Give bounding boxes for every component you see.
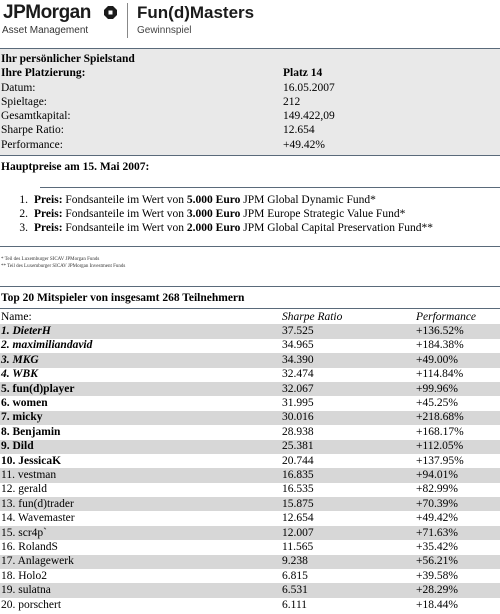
- stat-label-date: Datum:: [1, 82, 36, 94]
- sharpe-ratio-cell: 15.875: [281, 497, 415, 511]
- leaderboard-title-rule: [0, 308, 500, 309]
- table-row: [0, 468, 500, 482]
- player-name: 14. Wavemaster: [1, 512, 75, 525]
- prize-fund: JPM Europe Strategic Value Fund*: [240, 208, 406, 220]
- prize-label: Preis:: [34, 208, 63, 220]
- table-row: [0, 440, 500, 454]
- table-row: [0, 483, 500, 497]
- sharpe-ratio-cell: 28.938: [282, 425, 314, 438]
- player-name: 5. fun(d)player: [0, 382, 281, 396]
- footnote: * Teil des Luxemburger SICAV JPMorgan Funds: [1, 257, 100, 262]
- player-name: 17. Anlagewerk: [0, 555, 281, 569]
- table-row: [0, 583, 500, 597]
- sharpe-ratio-cell: 30.016: [281, 411, 415, 425]
- performance-cell: +99.96%: [415, 382, 500, 396]
- sharpe-ratio-cell: 12.007: [281, 526, 415, 540]
- player-name: 1. DieterH: [0, 324, 281, 338]
- column-header-performance: Performance: [416, 310, 477, 323]
- sharpe-ratio-cell: 34.965: [282, 339, 314, 352]
- prize-number: 1.: [19, 194, 28, 206]
- sharpe-ratio-cell: 32.067: [281, 382, 415, 396]
- performance-cell: +56.21%: [415, 555, 500, 569]
- prize-item: [10, 207, 433, 221]
- performance-cell: +114.84%: [416, 368, 464, 381]
- asset-management-label: Asset Management: [2, 25, 89, 36]
- player-name: 2. maximiliandavid: [1, 339, 93, 352]
- player-name: 10. JessicaK: [1, 454, 62, 467]
- prizes-list: [10, 193, 433, 235]
- stats-top-rule: [0, 48, 500, 49]
- table-row: [0, 368, 500, 382]
- table-row: [0, 324, 500, 338]
- player-name: 19. sulatna: [0, 583, 281, 597]
- sharpe-ratio-cell: 20.744: [282, 454, 314, 467]
- header: [0, 0, 500, 41]
- performance-cell: +94.01%: [415, 468, 500, 482]
- prize-fund: JPM Global Capital Preservation Fund**: [240, 222, 434, 234]
- performance-cell: +136.52%: [415, 324, 500, 338]
- table-row: [0, 454, 500, 468]
- octagon-logo-icon: [104, 6, 117, 19]
- prize-amount: 5.000 Euro: [186, 194, 241, 206]
- prize-pre: Fondsanteile im Wert von: [62, 208, 187, 220]
- table-row: [0, 353, 500, 367]
- player-name: 11. vestman: [0, 468, 281, 482]
- prize-item: [10, 221, 433, 235]
- prize-fund: JPM Global Dynamic Fund*: [240, 194, 376, 206]
- sharpe-ratio-cell: 9.238: [281, 555, 415, 569]
- prizes-bottom-rule: [0, 246, 500, 247]
- player-name: 3. MKG: [0, 353, 281, 367]
- player-name: 9. Dild: [0, 440, 281, 454]
- rank-label: Ihre Platzierung:: [1, 67, 86, 79]
- table-header-row: [0, 310, 500, 324]
- table-row: [0, 555, 500, 569]
- prize-number: 2.: [19, 208, 28, 220]
- player-name: 8. Benjamin: [1, 425, 61, 438]
- stat-label-performance: Performance:: [1, 139, 63, 151]
- leaderboard-top-rule: [0, 286, 500, 287]
- stat-value-date: 16.05.2007: [283, 82, 335, 94]
- logo-divider: [127, 3, 128, 38]
- stat-label-sharpe: Sharpe Ratio:: [1, 124, 64, 136]
- column-header-name: Name:: [1, 310, 32, 323]
- prize-amount: 3.000 Euro: [186, 208, 241, 220]
- prizes-top-rule: [0, 155, 500, 156]
- stat-value-sharpe: 12.654: [283, 124, 315, 136]
- player-name: 16. RolandS: [1, 540, 58, 553]
- stat-value-capital: 149.422,09: [283, 110, 335, 122]
- sharpe-ratio-cell: 34.390: [281, 353, 415, 367]
- table-row: [0, 497, 500, 511]
- player-name: 15. scr4p`: [0, 526, 281, 540]
- performance-cell: +35.42%: [416, 540, 458, 553]
- sharpe-ratio-cell: 25.381: [281, 440, 415, 454]
- sharpe-ratio-cell: 12.654: [282, 512, 314, 525]
- performance-cell: +71.63%: [415, 526, 500, 540]
- table-row: [0, 598, 500, 612]
- prize-amount: 2.000 Euro: [186, 222, 241, 234]
- game-subtitle: Gewinnspiel: [137, 25, 192, 36]
- sharpe-ratio-cell: 6.815: [282, 569, 308, 582]
- player-name: 12. gerald: [1, 483, 47, 496]
- sharpe-ratio-cell: 32.474: [282, 368, 314, 381]
- sharpe-ratio-cell: 6.531: [281, 583, 415, 597]
- prizes-title-rule: [40, 187, 500, 188]
- stat-value-days: 212: [283, 96, 301, 108]
- rank-value: Platz 14: [283, 67, 323, 79]
- sharpe-ratio-cell: 37.525: [281, 324, 415, 338]
- column-header-sharpe: Sharpe Ratio: [282, 310, 343, 323]
- performance-cell: +168.17%: [416, 425, 464, 438]
- table-row: [0, 569, 500, 583]
- performance-cell: +28.29%: [415, 583, 500, 597]
- performance-cell: +137.95%: [416, 454, 464, 467]
- table-row: [0, 339, 500, 353]
- performance-cell: +18.44%: [416, 598, 458, 611]
- table-row: [0, 540, 500, 554]
- sharpe-ratio-cell: 16.535: [282, 483, 314, 496]
- game-title: Fun(d)Masters: [137, 3, 255, 22]
- performance-cell: +82.99%: [416, 483, 458, 496]
- sharpe-ratio-cell: 16.835: [281, 468, 415, 482]
- table-row: [0, 425, 500, 439]
- prize-pre: Fondsanteile im Wert von: [62, 194, 187, 206]
- performance-cell: +39.58%: [416, 569, 458, 582]
- sharpe-ratio-cell: 6.111: [282, 598, 308, 611]
- prize-label: Preis:: [34, 222, 63, 234]
- performance-cell: +45.25%: [416, 397, 458, 410]
- table-row: [0, 396, 500, 410]
- table-row: [0, 511, 500, 525]
- player-name: 4. WBK: [1, 368, 38, 381]
- player-name: 18. Holo2: [1, 569, 47, 582]
- table-row: [0, 382, 500, 396]
- performance-cell: +112.05%: [415, 440, 500, 454]
- prizes-title: Hauptpreise am 15. Mai 2007:: [1, 161, 150, 173]
- leaderboard-body: [0, 310, 500, 612]
- table-row: [0, 526, 500, 540]
- stats-title: Ihr persönlicher Spielstand: [1, 53, 135, 65]
- stat-label-capital: Gesamtkapital:: [1, 110, 71, 122]
- prize-pre: Fondsanteile im Wert von: [62, 222, 187, 234]
- performance-cell: +49.00%: [415, 353, 500, 367]
- footnote: ** Teil des Luxemburger SICAV JPMorgan Investment Funds: [1, 264, 126, 269]
- performance-cell: +184.38%: [416, 339, 464, 352]
- stat-label-days: Spieltage:: [1, 96, 47, 108]
- sharpe-ratio-cell: 31.995: [282, 397, 314, 410]
- leaderboard-title: Top 20 Mitspieler von insgesamt 268 Teilnehmern: [1, 292, 245, 304]
- player-name: 6. women: [1, 397, 48, 410]
- leaderboard-table: [0, 310, 500, 612]
- prize-label: Preis:: [34, 194, 63, 206]
- performance-cell: +49.42%: [416, 512, 458, 525]
- table-row: [0, 411, 500, 425]
- player-name: 20. porschert: [1, 598, 62, 611]
- sharpe-ratio-cell: 11.565: [282, 540, 314, 553]
- prize-item: [10, 193, 433, 207]
- performance-cell: +218.68%: [415, 411, 500, 425]
- jpmorgan-logo: JPMorgan: [3, 2, 91, 23]
- prize-number: 3.: [19, 222, 28, 234]
- player-name: 7. micky: [0, 411, 281, 425]
- performance-cell: +70.39%: [415, 497, 500, 511]
- player-name: 13. fun(d)trader: [0, 497, 281, 511]
- stat-value-performance: +49.42%: [283, 139, 325, 151]
